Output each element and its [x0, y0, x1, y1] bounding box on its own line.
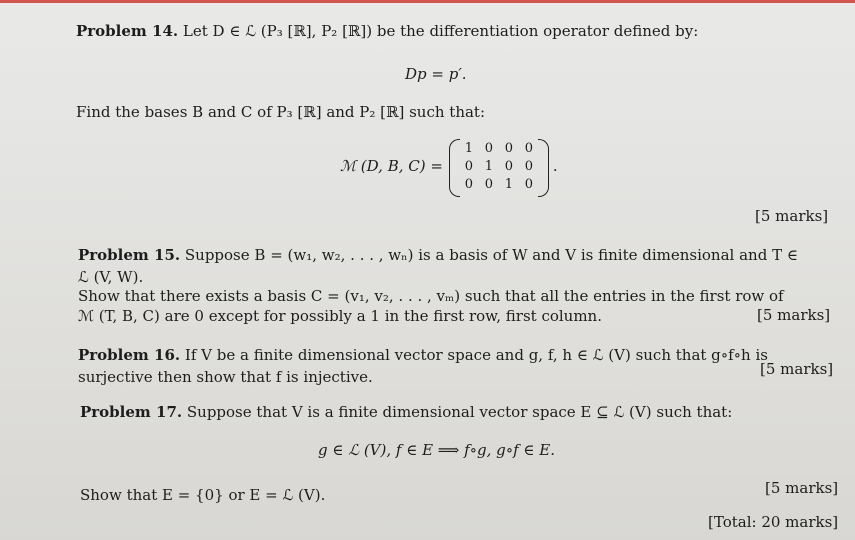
matrix-period: . — [552, 157, 558, 175]
matrix-lhs: ℳ (D, B, C) = — [340, 157, 443, 175]
problem-16-marks: [5 marks] — [760, 360, 834, 378]
matrix-cell: 1 — [464, 140, 474, 156]
matrix-cell: 0 — [484, 176, 494, 192]
problem-17-line-2: Show that E = {0} or E = ℒ (V). — [80, 486, 326, 504]
matrix-cell: 0 — [484, 140, 494, 156]
problem-15-line-2: ℒ (V, W). — [78, 268, 144, 286]
matrix-cell: 0 — [524, 176, 534, 192]
problem-17-statement: Suppose that V is a finite dimensional vector space E ⊆ ℒ (V) such that: — [186, 403, 733, 421]
problem-15-statement: Suppose B = (w₁, w₂, . . . , wₙ) is a basis of W and V is finite dimensional and T ∈ — [184, 246, 798, 264]
problem-14-marks: [5 marks] — [755, 207, 829, 225]
matrix-cell: 0 — [464, 158, 474, 174]
matrix-left-paren — [449, 139, 460, 197]
problem-16-statement: If V be a finite dimensional vector space and g, f, h ∈ ℒ (V) such that g∘f∘h is — [184, 346, 768, 364]
problem-14-line-2: Find the bases B and C of P₃ [ℝ] and P₂ [ℝ] such that: — [76, 103, 486, 121]
problem-14-display-equation: Dp = p′. — [405, 65, 467, 83]
matrix-cell: 0 — [504, 140, 514, 156]
problem-17-marks: [5 marks] — [765, 479, 839, 497]
page-top-edge — [0, 0, 855, 3]
problem-15-line-1 — [78, 246, 798, 264]
problem-15-line-3: Show that there exists a basis C = (v₁, v₂, . . . , vₘ) such that all the entries in the first row of — [78, 287, 784, 305]
matrix-cell: 1 — [484, 158, 494, 174]
matrix-cell: 0 — [504, 158, 514, 174]
problem-17-line-1 — [80, 403, 732, 421]
problem-14-matrix-equation — [340, 136, 558, 196]
problem-14-statement: Let D ∈ ℒ (P₃ [ℝ], P₂ [ℝ]) be the differentiation operator defined by: — [182, 22, 699, 40]
matrix-right-paren — [538, 139, 549, 197]
matrix-cell: 0 — [524, 140, 534, 156]
problem-15-marks: [5 marks] — [757, 306, 831, 324]
problem-14-title: Problem 14. — [76, 22, 179, 40]
matrix-cell: 0 — [524, 158, 534, 174]
matrix-cell: 1 — [504, 176, 514, 192]
problem-16-line-2: surjective then show that f is injective. — [78, 368, 373, 386]
problem-15-line-4: ℳ (T, B, C) are 0 except for possibly a 1 in the first row, first column. — [78, 307, 602, 325]
matrix-cell: 0 — [464, 176, 474, 192]
problem-17-title: Problem 17. — [80, 403, 183, 421]
problem-16-title: Problem 16. — [78, 346, 181, 364]
matrix — [449, 139, 549, 193]
problem-14-line-1 — [76, 22, 698, 40]
problem-15-title: Problem 15. — [78, 246, 181, 264]
total-marks: [Total: 20 marks] — [708, 513, 839, 531]
problem-17-display-equation: g ∈ ℒ (V), f ∈ E ⟹ f∘g, g∘f ∈ E. — [318, 441, 555, 459]
problem-16-line-1 — [78, 346, 768, 364]
